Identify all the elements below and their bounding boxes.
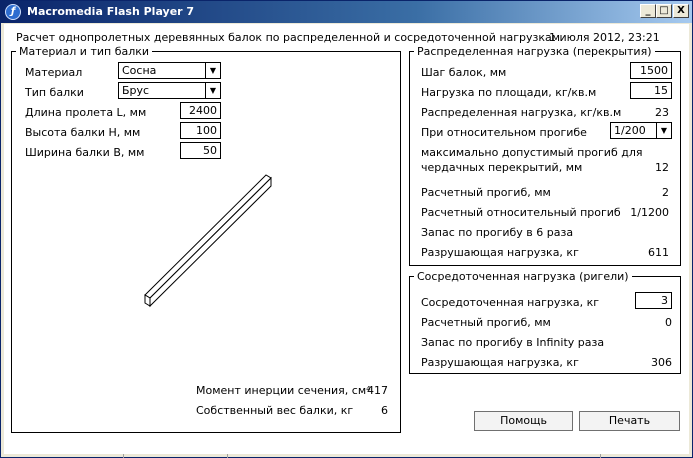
concentrated-deflection-label: Расчетный прогиб, мм (421, 316, 551, 329)
window-title: Macromedia Flash Player 7 (27, 5, 195, 18)
concentrated-legend: Сосредоточенная нагрузка (ригели) (417, 270, 629, 283)
width-input[interactable]: 50 (180, 142, 221, 159)
maximize-button[interactable]: □ (656, 4, 672, 18)
weight-label: Собственный вес балки, кг (196, 404, 354, 417)
date-label: 1 июля 2012, 23:21 (549, 31, 660, 44)
inertia-value: 417 (367, 384, 388, 397)
max-deflection-label-1: максимально допустимый прогиб для (421, 146, 643, 159)
calc-deflection-label: Расчетный прогиб, мм (421, 186, 551, 199)
relative-deflection-label: При относительном прогибе (421, 126, 587, 139)
length-input[interactable]: 2400 (180, 102, 221, 119)
chevron-down-icon[interactable]: ▼ (205, 83, 220, 98)
beam-step-label: Шаг балок, мм (421, 66, 507, 79)
height-input[interactable]: 100 (180, 122, 221, 139)
height-label: Высота балки H, мм (25, 126, 141, 139)
flash-icon: ƒ (5, 4, 21, 20)
beam-type-select-value: Брус (122, 84, 150, 97)
distributed-legend: Распределенная нагрузка (перекрытия) (417, 45, 652, 58)
distributed-load-value: 23 (655, 106, 669, 119)
taskbar-divider (600, 454, 601, 458)
title-bar[interactable] (1, 1, 692, 23)
chevron-down-icon[interactable]: ▼ (656, 123, 671, 138)
app-content (4, 24, 689, 454)
concentrated-breaking-label: Разрушающая нагрузка, кг (421, 356, 579, 369)
beam-type-label: Тип балки (25, 86, 84, 99)
chevron-down-icon[interactable]: ▼ (205, 63, 220, 78)
material-select[interactable] (118, 62, 221, 79)
calc-relative-deflection-value: 1/1200 (630, 206, 669, 219)
area-load-label: Нагрузка по площади, кг/кв.м (421, 86, 597, 99)
concentrated-reserve-label: Запас по прогибу в Infinity раза (421, 336, 605, 349)
minimize-button[interactable]: _ (640, 4, 656, 18)
material-label: Материал (25, 66, 83, 79)
beam-type-select[interactable] (118, 82, 221, 99)
breaking-load-label: Разрушающая нагрузка, кг (421, 246, 579, 259)
page-title: Расчет однопролетных деревянных балок по распределенной и сосредоточенной нагрузкам (16, 31, 561, 44)
deflection-reserve-label: Запас по прогибу в 6 раза (421, 226, 574, 239)
area-load-input[interactable]: 15 (630, 82, 672, 99)
help-button[interactable]: Помощь (474, 411, 573, 431)
max-deflection-label-2: чердачных перекрытий, мм (421, 161, 583, 174)
beam-drawing (139, 172, 274, 312)
concentrated-deflection-value: 0 (665, 316, 672, 329)
relative-deflection-select[interactable] (610, 122, 672, 139)
calc-deflection-value: 2 (662, 186, 669, 199)
concentrated-breaking-value: 306 (651, 356, 672, 369)
relative-deflection-value: 1/200 (614, 124, 646, 137)
breaking-load-value: 611 (648, 246, 669, 259)
material-legend: Материал и тип балки (19, 45, 150, 58)
length-label: Длина пролета L, мм (25, 106, 147, 119)
taskbar-divider (123, 454, 124, 458)
weight-value: 6 (381, 404, 388, 417)
width-label: Ширина балки B, мм (25, 146, 145, 159)
concentrated-load-label: Сосредоточенная нагрузка, кг (421, 296, 600, 309)
taskbar-divider (227, 454, 228, 458)
max-deflection-value: 12 (655, 161, 669, 174)
inertia-label: Момент инерции сечения, см⁴ (196, 384, 371, 397)
beam-step-input[interactable]: 1500 (630, 62, 672, 79)
material-select-value: Сосна (122, 64, 157, 77)
calc-relative-deflection-label: Расчетный относительный прогиб (421, 206, 621, 219)
concentrated-load-input[interactable]: 3 (635, 292, 672, 309)
print-button[interactable]: Печать (579, 411, 680, 431)
distributed-load-label: Распределенная нагрузка, кг/кв.м (421, 106, 622, 119)
close-button[interactable]: X (673, 4, 689, 18)
